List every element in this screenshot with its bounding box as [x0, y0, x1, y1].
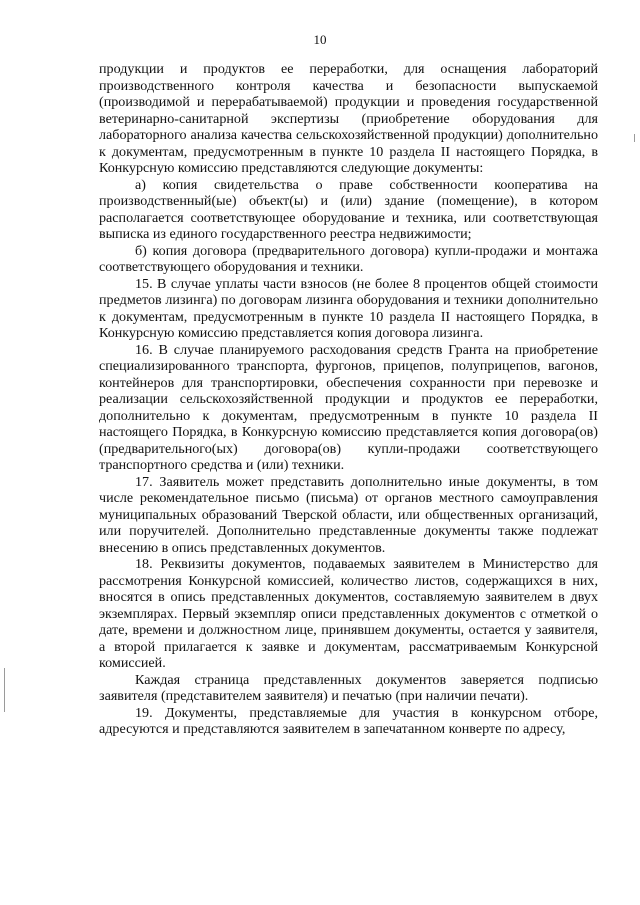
paragraph-item-b: б) копия договора (предварительного договора) купли-продажи и монтажа соответствующего оборудования и техники.	[99, 242, 598, 275]
paragraph-item-a: а) копия свидетельства о праве собственности кооператива на производственный(ые) объект(ы) и (или) здание (помещение), в котором располагается соответствующее оборудование и техника, или соответствующая выписка из единого государственного реестра недвижимости;	[99, 176, 598, 242]
paragraph-18: 18. Реквизиты документов, подаваемых заявителем в Министерство для рассмотрения Конкурсной комиссией, количество листов, содержащихся в них, вносятся в опись представленных документов, составляемую заявителем в двух экземплярах. Первый экземпляр описи представленных документов с отметкой о дате, времени и должностном лице, принявшем документы, остается у заявителя, а второй прилагается к заявке и документам, рассматриваемым Конкурсной комиссией.	[99, 556, 598, 671]
paragraph-17: 17. Заявитель может представить дополнительно иные документы, в том числе рекомендательное письмо (письма) от органов местного самоуправления муниципальных образований Тверской области, или общественных организаций, или поручителей. Дополнительно представленные документы также подлежат внесению в опись представленных документов.	[99, 473, 598, 556]
paragraph-15: 15. В случае уплаты части взносов (не более 8 процентов общей стоимости предметов лизинга) по договорам лизинга оборудования и техники дополнительно к документам, предусмотренным в пункте 10 раздела II настоящего Порядка, в Конкурсную комиссию представляется копия договора лизинга.	[99, 275, 598, 341]
paragraph-signature-note: Каждая страница представленных документов заверяется подписью заявителя (представителем заявителя) и печатью (при наличии печати).	[99, 671, 598, 704]
paragraph-19: 19. Документы, представляемые для участия в конкурсном отборе, адресуются и представляются заявителем в запечатанном конверте по адресу,	[99, 704, 598, 737]
document-body	[99, 61, 598, 738]
paragraph-intro: продукции и продуктов ее переработки, для оснащения лабораторий производственного контроля качества и безопасности выпускаемой (производимой и перерабатываемой) продукции и проведения государственной ветеринарно-санитарной экспертизы (приобретение оборудования для лабораторного анализа качества сельскохозяйственной продукции) дополнительно к документам, предусмотренным в пункте 10 раздела II настоящего Порядка, в Конкурсную комиссию представляются следующие документы:	[99, 61, 598, 176]
scan-artifact-right	[634, 134, 635, 142]
scan-artifact-left	[4, 668, 5, 712]
page-number: 10	[313, 32, 327, 47]
paragraph-16: 16. В случае планируемого расходования средств Гранта на приобретение специализированного транспорта, фургонов, прицепов, полуприцепов, вагонов, контейнеров для транспортировки, обеспечения сохранности при перевозке и реализации сельскохозяйственной продукции и продуктов ее переработки, дополнительно к документам, предусмотренным в пункте 10 раздела II настоящего Порядка, в Конкурсную комиссию представляется копия договора(ов) (предварительного(ых) договора(ов) купли-продажи соответствующего транспортного средства и (или) техники.	[99, 341, 598, 473]
